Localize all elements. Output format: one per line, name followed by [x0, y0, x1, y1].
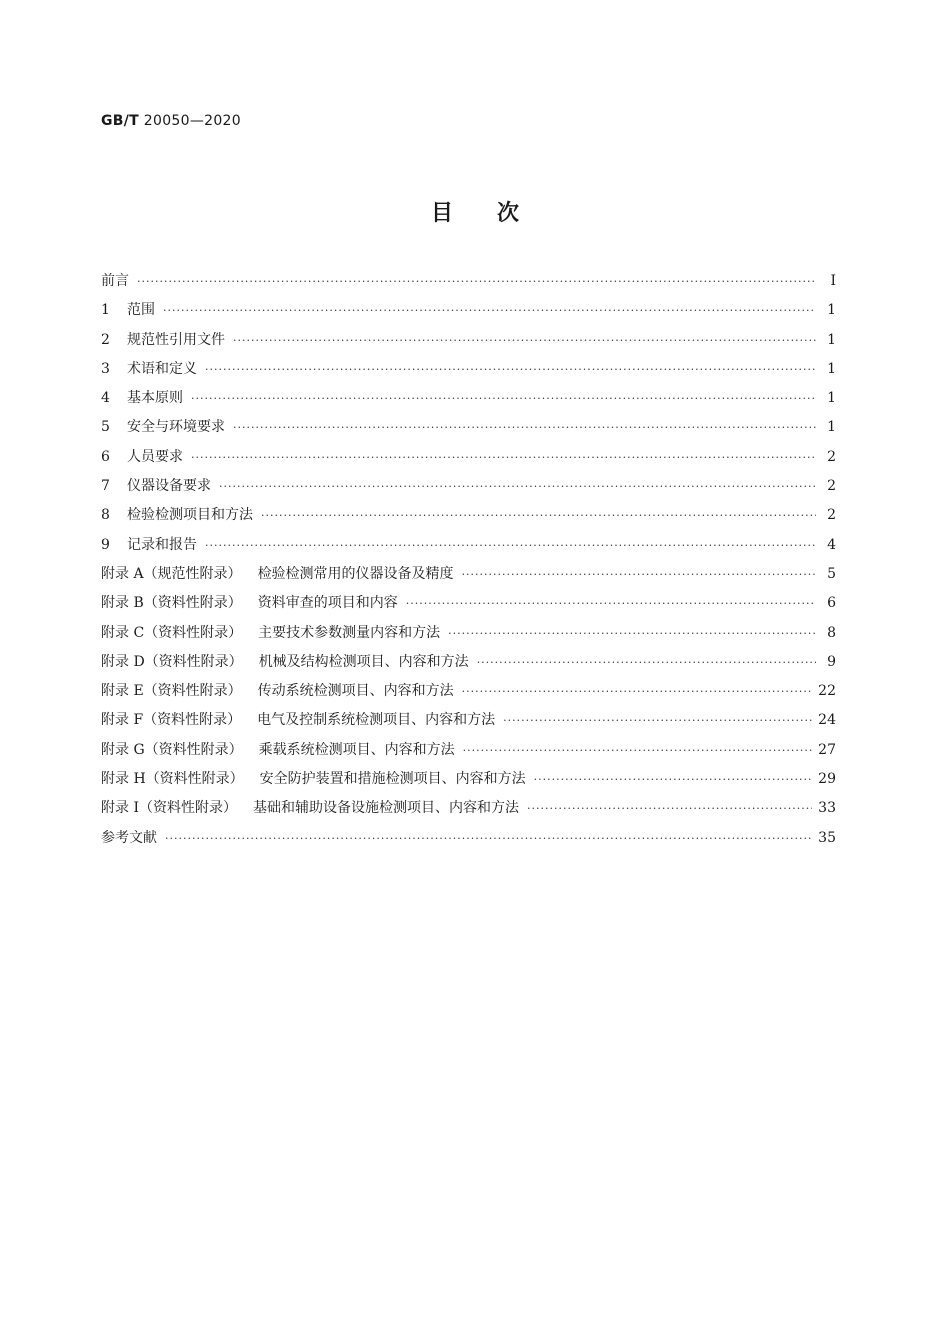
toc-entry[interactable] — [101, 797, 836, 826]
toc-leader-dots — [137, 275, 816, 288]
toc-entry-title: 附录 A（规范性附录） — [101, 565, 242, 582]
toc-entry[interactable] — [101, 651, 836, 680]
toc-entry[interactable] — [101, 416, 836, 445]
toc-leader-dots — [462, 568, 816, 581]
toc-leader-dots — [219, 480, 816, 493]
toc-entry-title: 规范性引用文件 — [127, 331, 225, 348]
standard-prefix: GB/T — [101, 113, 140, 129]
toc-entry[interactable] — [101, 680, 836, 709]
toc-leader-dots — [191, 451, 816, 464]
toc-entry-title: 范围 — [127, 302, 155, 319]
toc-leader-dots — [477, 656, 816, 669]
toc-entry-page: 8 — [827, 624, 836, 641]
toc-entry[interactable] — [101, 299, 836, 328]
toc-entry-number: 5 — [101, 419, 110, 436]
toc-entry[interactable] — [101, 504, 836, 533]
toc-leader-dots — [163, 304, 816, 317]
toc-entry[interactable] — [101, 475, 836, 504]
toc-entry[interactable] — [101, 446, 836, 475]
toc-leader-dots — [205, 539, 816, 552]
toc-entry-title: 仪器设备要求 — [127, 478, 211, 495]
toc-entry-page: 24 — [818, 712, 836, 729]
toc-entry-subtitle: 安全防护装置和措施检测项目、内容和方法 — [259, 771, 526, 788]
toc-entry-number: 9 — [101, 536, 110, 553]
toc-entry-label — [101, 680, 454, 700]
toc-entry-label — [101, 534, 197, 554]
toc-entry-label — [101, 592, 398, 612]
toc-entry[interactable] — [101, 709, 836, 738]
toc-entry-title: 参考文献 — [101, 829, 157, 846]
toc-entry-page: 9 — [827, 653, 836, 670]
toc-entry-page: 5 — [827, 565, 836, 582]
toc-leader-dots — [233, 421, 816, 434]
toc-entry-subtitle: 资料审查的项目和内容 — [257, 595, 398, 612]
toc-entry-label — [101, 416, 225, 436]
toc-leader-dots — [463, 744, 813, 757]
toc-entry-number: 7 — [101, 478, 110, 495]
toc-entry-label — [101, 622, 440, 642]
toc-entry-title: 附录 I（资料性附录） — [101, 800, 237, 817]
toc-entry-title: 附录 H（资料性附录） — [101, 771, 244, 788]
toc-entry-label — [101, 329, 225, 349]
toc-entry-title: 附录 B（资料性附录） — [101, 595, 242, 612]
toc-entry-page: 2 — [827, 448, 836, 465]
toc-entry-label — [101, 446, 183, 466]
toc-entry-number: 1 — [101, 302, 110, 319]
toc-leader-dots — [448, 627, 816, 640]
toc-entry-number: 4 — [101, 390, 110, 407]
toc-leader-dots — [205, 363, 816, 376]
toc-entry-page: 27 — [818, 741, 836, 758]
page-title: 目 次 — [430, 201, 519, 226]
toc-entry-label — [101, 563, 454, 583]
toc-leader-dots — [534, 773, 813, 786]
toc-entry[interactable] — [101, 534, 836, 563]
toc-entry[interactable] — [101, 387, 836, 416]
toc-entry[interactable] — [101, 563, 836, 592]
toc-entry-label — [101, 270, 129, 290]
toc-entry[interactable] — [101, 592, 836, 621]
toc-entry-title: 基本原则 — [127, 390, 183, 407]
toc-entry-label — [101, 475, 211, 495]
toc-entry[interactable] — [101, 270, 836, 299]
toc-leader-dots — [191, 392, 816, 405]
toc-entry-page: 1 — [827, 331, 836, 348]
toc-entry[interactable] — [101, 768, 836, 797]
toc-entry-label — [101, 651, 469, 671]
toc-entry-page: 29 — [818, 771, 836, 788]
toc-entry-page: 1 — [827, 360, 836, 377]
standard-number — [101, 113, 241, 129]
toc-entry-label — [101, 739, 455, 759]
toc-entry-page: 1 — [827, 302, 836, 319]
toc-entry-subtitle: 机械及结构检测项目、内容和方法 — [258, 653, 469, 670]
toc-entry-label — [101, 797, 519, 817]
toc-entry-title: 检验检测项目和方法 — [127, 507, 253, 524]
toc-entry-label — [101, 504, 253, 524]
toc-entry-subtitle: 传动系统检测项目、内容和方法 — [257, 683, 454, 700]
toc-entry-page: 33 — [818, 800, 836, 817]
toc-entry-page: 2 — [827, 507, 836, 524]
toc-entry-page: 35 — [818, 829, 836, 846]
toc-entry-number: 3 — [101, 360, 110, 377]
toc-entry-title: 术语和定义 — [127, 360, 197, 377]
toc-entry-label — [101, 768, 526, 788]
toc-leader-dots — [503, 714, 812, 727]
toc-entry[interactable] — [101, 622, 836, 651]
toc-entry-page: 1 — [827, 390, 836, 407]
toc-entry-subtitle: 主要技术参数测量内容和方法 — [258, 624, 441, 641]
toc-leader-dots — [165, 832, 812, 845]
toc-entry-number: 2 — [101, 331, 110, 348]
toc-entry-page: Ⅰ — [830, 273, 836, 289]
toc-entry-title: 附录 E（资料性附录） — [101, 683, 242, 700]
toc-leader-dots — [261, 509, 816, 522]
toc-entry-label — [101, 827, 157, 847]
toc-entry-page: 6 — [827, 595, 836, 612]
toc-entry-label — [101, 358, 197, 378]
toc-leader-dots — [233, 334, 816, 347]
toc-entry-title: 安全与环境要求 — [127, 419, 225, 436]
toc-entry[interactable] — [101, 329, 836, 358]
toc-entry-title: 附录 F（资料性附录） — [101, 712, 242, 729]
toc-entry[interactable] — [101, 358, 836, 387]
toc-entry-title: 前言 — [101, 273, 129, 289]
toc-entry-page: 22 — [818, 683, 836, 700]
toc-entry-label — [101, 387, 183, 407]
toc-entry-page: 2 — [827, 478, 836, 495]
toc-entry-subtitle: 乘载系统检测项目、内容和方法 — [258, 741, 455, 758]
toc-entry-number: 6 — [101, 448, 110, 465]
toc-entry-label — [101, 299, 155, 319]
toc-entry-label — [101, 709, 495, 729]
toc-entry-title: 附录 C（资料性附录） — [101, 624, 243, 641]
toc-entry-title: 附录 D（资料性附录） — [101, 653, 243, 670]
toc-entry-title: 人员要求 — [127, 448, 183, 465]
toc-entry-subtitle: 电气及控制系统检测项目、内容和方法 — [257, 712, 496, 729]
toc-leader-dots — [527, 802, 812, 815]
toc-entry[interactable] — [101, 827, 836, 856]
toc-entry-subtitle: 基础和辅助设备设施检测项目、内容和方法 — [252, 800, 519, 817]
standard-code: 20050—2020 — [139, 113, 241, 129]
toc-entry[interactable] — [101, 739, 836, 768]
toc-entry-subtitle: 检验检测常用的仪器设备及精度 — [257, 565, 454, 582]
toc-entry-title: 附录 G（资料性附录） — [101, 741, 243, 758]
toc-leader-dots — [406, 597, 816, 610]
toc-entry-title: 记录和报告 — [127, 536, 197, 553]
toc-entry-number: 8 — [101, 507, 110, 524]
toc-leader-dots — [462, 685, 813, 698]
toc-entry-page: 1 — [827, 419, 836, 436]
table-of-contents — [101, 270, 836, 856]
toc-entry-page: 4 — [827, 536, 836, 553]
